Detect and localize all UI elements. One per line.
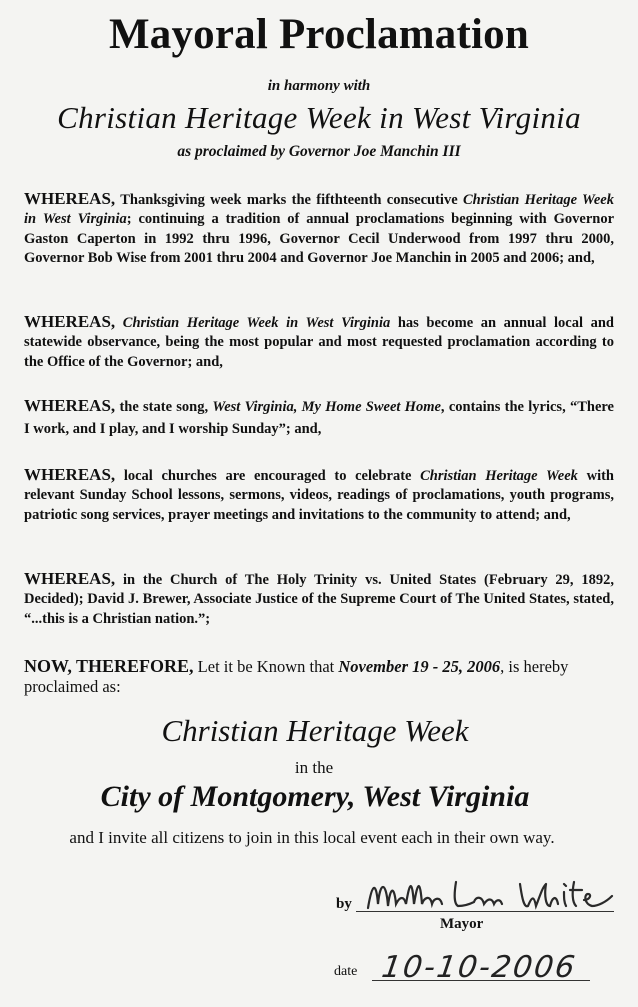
heritage-heading: Christian Heritage Week in West Virginia [57,100,581,135]
mayor-signature [360,874,622,920]
whereas-text: local churches are encouraged to celebrate [115,468,421,484]
date-label: date [334,964,358,979]
whereas-paragraph-2 [24,312,614,372]
whereas-lead: WHEREAS, [24,465,116,484]
proclaimed-by-line: as proclaimed by Governor Joe Manchin III [177,143,461,160]
handwritten-date: 10-10-2006 [379,950,579,985]
now-therefore-text-end: , is hereby proclaimed as: [24,657,569,696]
whereas-lead: WHEREAS, [24,312,116,331]
document-title: Mayoral Proclamation [109,11,529,58]
whereas-paragraph-5 [24,569,614,629]
whereas-text: Thanksgiving week marks the fifthteenth consecutive [115,192,463,208]
date-line [372,980,590,981]
now-therefore-paragraph [24,656,616,697]
whereas-text: with relevant Sunday School lessons, sermons, videos, readings of proclamations, youth programs, patriotic song services, prayer meetings and invitations to the community to attend; and, [24,468,614,523]
whereas-text: has become an annual local and statewide observance, being the most popular and most requested proclamation according to the Office of the Governor; and, [24,315,615,370]
whereas-paragraph-3 [24,395,614,440]
proclaimed-name: Christian Heritage Week [161,713,469,748]
mayor-label: Mayor [440,916,484,932]
proclamation-dates: November 19 - 25, 2006 [338,657,501,676]
signature-line [356,911,614,912]
invitation-line: and I invite all citizens to join in this local event each in their own way. [69,828,555,847]
now-therefore-lead: NOW, THEREFORE, [24,656,194,676]
city-name: City of Montgomery, West Virginia [100,780,530,813]
in-the-label: in the [294,758,334,777]
whereas-italic-text: West Virginia, My Home Sweet Home [212,399,441,415]
whereas-paragraph-4 [24,465,614,525]
whereas-italic-text: Christian Heritage Week in West Virginia [24,192,614,228]
whereas-italic-text: Christian Heritage Week in West Virginia [122,315,391,331]
whereas-paragraph-1 [24,189,614,268]
whereas-lead: WHEREAS, [24,189,116,208]
whereas-text: the state song, [115,399,213,415]
subtitle-in-harmony: in harmony with [267,78,371,94]
now-therefore-text: Let it be Known that [193,657,339,676]
whereas-lead: WHEREAS, [24,396,116,415]
whereas-text: in the Church of The Holy Trinity vs. United States (February 29, 1892, Decided); David J. Brewer, Associate Justice of the Supreme Court of The United States, stated, “...this is a Christian nation.”; [24,572,614,627]
whereas-text: , contains the lyrics, “There I work, and I play, and I worship Sunday”; and, [24,399,614,437]
whereas-lead: WHEREAS, [24,569,116,588]
whereas-text: ; continuing a tradition of annual proclamations beginning with Governor Gaston Caperton in 1992 thru 1996, Governor Cecil Underwood from 1997 thru 2000, Governor Bob Wise from 2001 thru 2004 and Governor Joe Manchin in 2005 and 2006; and, [24,211,615,266]
by-label: by [336,896,352,912]
whereas-text [115,315,123,331]
whereas-italic-text: Christian Heritage Week [420,468,578,484]
